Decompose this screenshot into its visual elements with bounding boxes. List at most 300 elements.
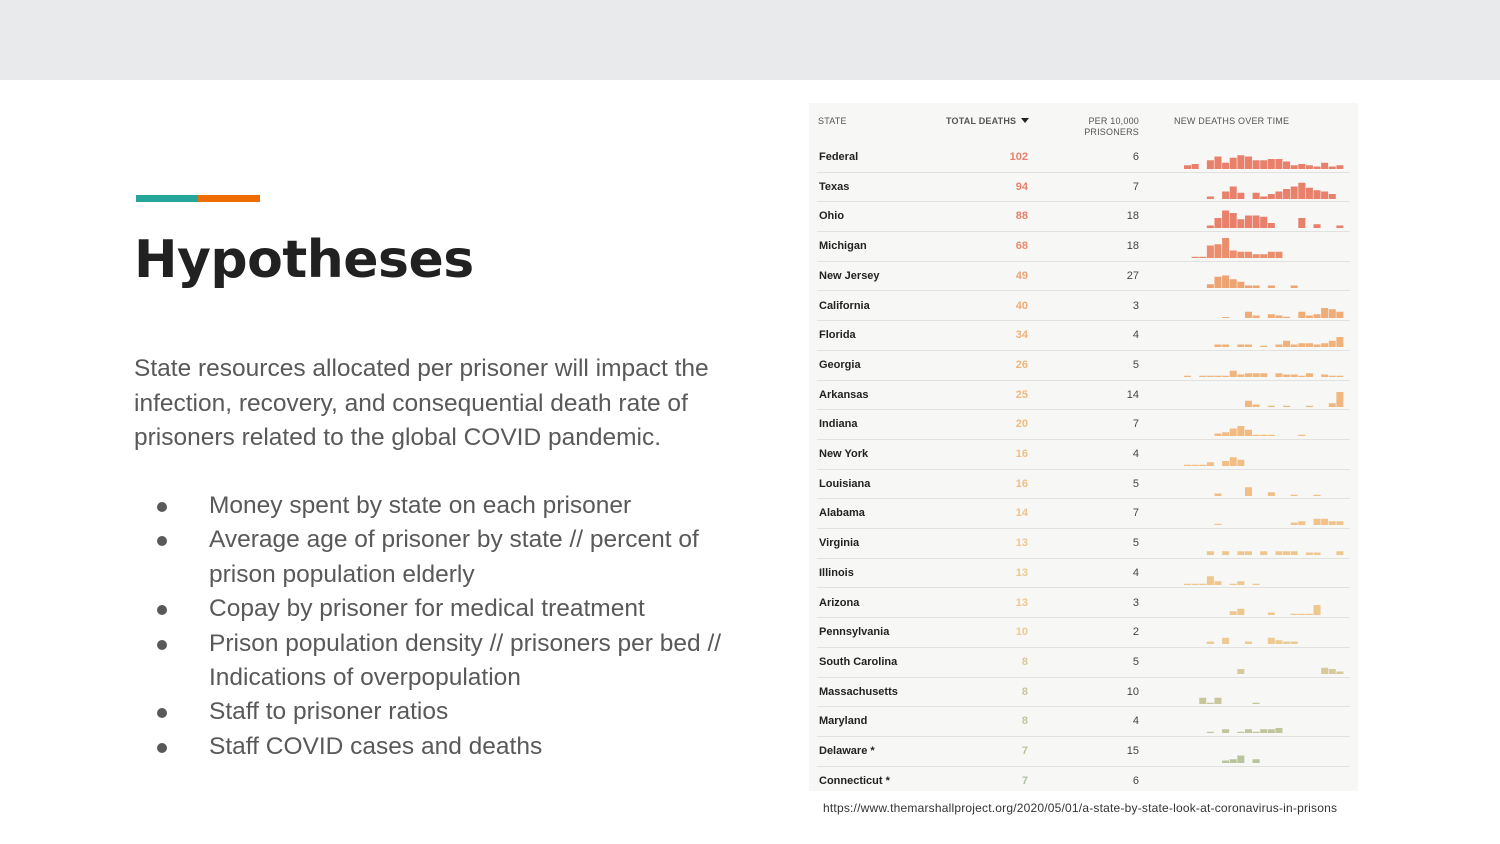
spark-bar (1321, 519, 1328, 525)
spark-bar (1329, 309, 1336, 318)
table-row (809, 678, 1358, 708)
spark-bar (1230, 213, 1237, 228)
spark-bar (1268, 252, 1275, 258)
spark-bar (1245, 551, 1252, 555)
spark-bar (1230, 158, 1237, 169)
cell-total-deaths: 26 (1015, 358, 1028, 371)
sparkline (1184, 262, 1344, 292)
spark-bar (1245, 345, 1252, 348)
sparkline (1184, 707, 1344, 737)
spark-bar (1230, 611, 1237, 615)
spark-bar (1314, 553, 1321, 556)
spark-bar (1283, 405, 1290, 406)
header-per-10000 (1069, 116, 1139, 138)
spark-bar (1192, 257, 1199, 258)
cell-per-10000: 5 (1132, 358, 1139, 371)
spark-bar (1306, 405, 1313, 406)
spark-bar (1214, 581, 1221, 585)
sparkline (1184, 440, 1344, 470)
spark-bar (1314, 519, 1321, 525)
cell-state: Illinois (819, 566, 854, 579)
spark-bar (1260, 551, 1267, 555)
spark-bar (1321, 191, 1328, 199)
spark-bar (1245, 311, 1252, 317)
cell-total-deaths: 13 (1015, 537, 1028, 550)
spark-bar (1329, 669, 1336, 674)
spark-bar (1253, 160, 1260, 169)
spark-bar (1329, 376, 1336, 377)
spark-bar (1207, 642, 1214, 645)
table-row (809, 410, 1358, 440)
spark-bar (1314, 494, 1321, 495)
spark-bar (1298, 376, 1305, 377)
spark-bar (1199, 584, 1206, 585)
table-row (809, 707, 1358, 737)
spark-bar (1214, 524, 1221, 525)
spark-bar (1336, 165, 1343, 169)
sparkline (1184, 767, 1344, 791)
spark-bar (1336, 226, 1343, 229)
spark-bar (1207, 284, 1214, 288)
cell-state: California (819, 299, 870, 312)
spark-bar (1214, 434, 1221, 437)
spark-bar (1222, 761, 1229, 764)
spark-bar (1222, 163, 1229, 169)
cell-state: New Jersey (819, 269, 880, 282)
caret-down-icon (1021, 118, 1029, 123)
spark-bar (1291, 186, 1298, 199)
spark-bar (1268, 612, 1275, 615)
cell-total-deaths: 16 (1015, 477, 1028, 490)
spark-bar (1253, 192, 1260, 198)
spark-bar (1245, 642, 1252, 645)
cell-total-deaths: 10 (1015, 626, 1028, 639)
cell-total-deaths: 13 (1015, 566, 1028, 579)
spark-bar (1253, 285, 1260, 288)
table-row (809, 143, 1358, 173)
sparkline (1184, 292, 1344, 322)
spark-bar (1283, 341, 1290, 347)
spark-bar (1214, 376, 1221, 377)
spark-bar (1283, 374, 1290, 377)
spark-bar (1298, 218, 1305, 228)
spark-bar (1214, 345, 1221, 348)
spark-bar (1306, 315, 1313, 318)
bullet-icon (157, 502, 167, 512)
spark-bar (1336, 337, 1343, 347)
sparkline (1184, 232, 1344, 262)
cell-per-10000: 4 (1132, 715, 1139, 728)
cell-state: Delaware * (819, 745, 875, 757)
spark-bar (1222, 275, 1229, 288)
spark-bar (1253, 702, 1260, 703)
cell-state: Georgia (819, 358, 861, 371)
sparkline (1184, 143, 1344, 173)
table-row (809, 559, 1358, 589)
cell-state: Louisiana (819, 477, 871, 490)
spark-bar (1230, 759, 1237, 763)
cell-state: New York (819, 448, 869, 460)
spark-bar (1260, 196, 1267, 199)
table-row (809, 440, 1358, 470)
spark-bar (1298, 164, 1305, 169)
spark-bar (1253, 732, 1260, 733)
table-row (809, 173, 1358, 203)
table-row (809, 589, 1358, 619)
sparkline (1184, 589, 1344, 619)
cell-state: Texas (819, 180, 850, 193)
cell-state: Arkansas (819, 388, 869, 401)
header-total-deaths[interactable] (946, 116, 1029, 127)
spark-bar (1222, 551, 1229, 555)
table-row (809, 499, 1358, 529)
spark-bar (1275, 252, 1282, 258)
cell-total-deaths: 94 (1015, 180, 1028, 193)
spark-bar (1291, 494, 1298, 495)
spark-bar (1207, 551, 1214, 555)
spark-bar (1291, 613, 1298, 614)
bullet-icon (157, 536, 167, 546)
spark-bar (1260, 730, 1267, 734)
spark-bar (1329, 522, 1336, 526)
spark-bar (1237, 551, 1244, 555)
table-row (809, 470, 1358, 500)
sparkline (1184, 202, 1344, 232)
spark-bar (1306, 373, 1313, 377)
spark-bar (1207, 732, 1214, 733)
spark-bar (1237, 581, 1244, 585)
spark-bar (1260, 160, 1267, 169)
spark-bar (1207, 246, 1214, 259)
accent-bar-orange (198, 195, 260, 202)
spark-bar (1214, 697, 1221, 703)
spark-bar (1336, 671, 1343, 674)
spark-bar (1314, 225, 1321, 229)
cell-per-10000: 5 (1132, 477, 1139, 490)
bullet-icon (157, 605, 167, 615)
list-item-text: Staff COVID cases and deaths (209, 732, 543, 760)
spark-bar (1207, 226, 1214, 229)
spark-bar (1275, 640, 1282, 644)
spark-bar (1192, 164, 1199, 169)
sparkline (1184, 173, 1344, 203)
spark-bar (1321, 308, 1328, 318)
spark-bar (1268, 194, 1275, 199)
cell-per-10000: 7 (1132, 507, 1139, 520)
spark-bar (1222, 730, 1229, 734)
spark-bar (1291, 285, 1298, 288)
list-item (134, 730, 734, 764)
cell-per-10000: 18 (1126, 210, 1139, 223)
cell-per-10000: 4 (1132, 329, 1139, 342)
sparkline (1184, 470, 1344, 500)
spark-bar (1321, 163, 1328, 169)
cell-state: Massachusetts (819, 685, 898, 698)
list-item-text: Copay by prisoner for medical treatment (209, 595, 645, 623)
cell-state: Florida (819, 329, 856, 342)
spark-bar (1199, 376, 1206, 377)
spark-bar (1298, 343, 1305, 347)
list-item (134, 695, 734, 729)
header-per-line1: PER 10,000 (1088, 116, 1139, 126)
cell-per-10000: 3 (1132, 596, 1139, 609)
cell-state: Pennsylvania (819, 626, 890, 639)
spark-bar (1306, 613, 1313, 614)
spark-bar (1306, 165, 1313, 169)
spark-bar (1268, 435, 1275, 436)
list-item (134, 489, 734, 523)
spark-bar (1237, 608, 1244, 614)
spark-bar (1336, 392, 1343, 407)
sparkline (1184, 321, 1344, 351)
spark-bar (1245, 252, 1252, 258)
spark-bar (1253, 373, 1260, 377)
spark-bar (1329, 194, 1336, 199)
spark-bar (1222, 433, 1229, 437)
cell-state: Ohio (819, 210, 845, 223)
spark-bar (1245, 730, 1252, 734)
spark-bar (1237, 252, 1244, 258)
spark-bar (1237, 345, 1244, 348)
spark-bar (1237, 669, 1244, 674)
sparkline (1184, 678, 1344, 708)
header-total-deaths-label: TOTAL DEATHS (946, 116, 1017, 126)
spark-bar (1260, 254, 1267, 258)
spark-bar (1321, 374, 1328, 377)
cell-state: Virginia (819, 537, 860, 550)
spark-bar (1199, 465, 1206, 466)
spark-bar (1222, 461, 1229, 466)
spark-bar (1321, 668, 1328, 674)
spark-bar (1214, 277, 1221, 288)
spark-bar (1291, 523, 1298, 526)
spark-bar (1275, 191, 1282, 199)
spark-bar (1253, 435, 1260, 436)
spark-bar (1245, 430, 1252, 436)
cell-state: Connecticut * (819, 774, 890, 787)
cell-per-10000: 4 (1132, 448, 1139, 460)
spark-bar (1184, 584, 1191, 585)
hypothesis-intro: State resources allocated per prisoner will impact the infection, recovery, and consequential death rate of prisoners related to the global COVID pandemic. (134, 355, 709, 451)
spark-bar (1291, 374, 1298, 377)
spark-bar (1192, 584, 1199, 585)
cell-total-deaths: 49 (1015, 269, 1028, 282)
spark-bar (1260, 373, 1267, 377)
spark-bar (1222, 345, 1229, 348)
spark-bar (1184, 165, 1191, 169)
spark-bar (1314, 345, 1321, 348)
sparkline (1184, 499, 1344, 529)
spark-bar (1245, 400, 1252, 406)
cell-total-deaths: 88 (1015, 210, 1028, 223)
cell-per-10000: 2 (1132, 626, 1139, 639)
spark-bar (1237, 756, 1244, 764)
cell-per-10000: 6 (1132, 151, 1139, 163)
spark-bar (1222, 376, 1229, 377)
spark-bar (1222, 238, 1229, 258)
table-row (809, 737, 1358, 767)
list-item-text: Prison population density // prisoners per bed // Indications of overpopulation (209, 629, 722, 692)
spark-bar (1275, 728, 1282, 733)
cell-per-10000: 6 (1132, 774, 1139, 787)
spark-bar (1207, 462, 1214, 466)
spark-bar (1253, 759, 1260, 763)
spark-bar (1291, 551, 1298, 555)
cell-state: Michigan (819, 240, 867, 253)
spark-bar (1336, 311, 1343, 317)
spark-bar (1329, 341, 1336, 347)
table-row (809, 529, 1358, 559)
spark-bar (1245, 285, 1252, 288)
spark-bar (1268, 285, 1275, 288)
spark-bar (1184, 376, 1191, 377)
accent-bar-teal (136, 195, 198, 202)
table-row (809, 232, 1358, 262)
spark-bar (1184, 465, 1191, 466)
spark-bar (1291, 345, 1298, 348)
table-row (809, 321, 1358, 351)
spark-bar (1291, 642, 1298, 645)
spark-bar (1298, 435, 1305, 436)
cell-state: South Carolina (819, 655, 898, 668)
spark-bar (1283, 189, 1290, 199)
sparkline (1184, 529, 1344, 559)
spark-bar (1245, 487, 1252, 496)
spark-bar (1230, 279, 1237, 288)
slide-title: Hypotheses (134, 230, 474, 290)
spark-bar (1268, 730, 1275, 734)
spark-bar (1253, 216, 1260, 229)
spark-bar (1275, 373, 1282, 377)
table-row (809, 202, 1358, 232)
spark-bar (1314, 314, 1321, 318)
spark-bar (1253, 584, 1260, 585)
cell-per-10000: 7 (1132, 418, 1139, 431)
spark-bar (1314, 605, 1321, 615)
cell-per-10000: 14 (1126, 388, 1139, 401)
cell-total-deaths: 13 (1015, 596, 1028, 609)
spark-bar (1245, 373, 1252, 377)
spark-bar (1230, 186, 1237, 199)
spark-bar (1268, 492, 1275, 496)
hypothesis-list (134, 489, 734, 764)
spark-bar (1329, 403, 1336, 407)
spark-bar (1214, 218, 1221, 228)
spark-bar (1306, 343, 1313, 347)
spark-bar (1207, 160, 1214, 169)
header-per-line2: PRISONERS (1084, 127, 1139, 137)
spark-bar (1237, 460, 1244, 466)
spark-bar (1298, 311, 1305, 317)
cell-total-deaths: 68 (1015, 240, 1028, 253)
spark-bar (1207, 196, 1214, 199)
table-row (809, 767, 1358, 791)
cell-per-10000: 27 (1126, 269, 1139, 282)
cell-per-10000: 3 (1132, 299, 1139, 312)
spark-bar (1268, 638, 1275, 644)
list-item (134, 627, 734, 696)
spark-bar (1298, 522, 1305, 526)
spark-bar (1237, 192, 1244, 198)
spark-bar (1291, 165, 1298, 169)
sparkline (1184, 381, 1344, 411)
cell-total-deaths: 34 (1015, 329, 1028, 342)
cell-total-deaths: 7 (1021, 745, 1028, 757)
spark-bar (1253, 315, 1260, 318)
spark-bar (1298, 613, 1305, 614)
cell-per-10000: 5 (1132, 537, 1139, 550)
spark-bar (1336, 522, 1343, 526)
spark-bar (1230, 429, 1237, 437)
spark-bar (1283, 162, 1290, 170)
header-new-deaths: NEW DEATHS OVER TIME (1174, 116, 1290, 126)
spark-bar (1222, 211, 1229, 229)
spark-bar (1237, 426, 1244, 436)
cell-total-deaths: 20 (1015, 418, 1028, 431)
spark-bar (1321, 343, 1328, 347)
spark-bar (1253, 404, 1260, 407)
spark-bar (1298, 182, 1305, 198)
table-row (809, 648, 1358, 678)
list-item-text: Staff to prisoner ratios (209, 698, 449, 726)
spark-bar (1199, 697, 1206, 703)
cell-total-deaths: 8 (1021, 685, 1028, 698)
cell-state: Alabama (819, 507, 865, 520)
cell-total-deaths: 102 (1009, 151, 1028, 163)
spark-bar (1237, 374, 1244, 377)
table-row (809, 381, 1358, 411)
source-url: https://www.themarshallproject.org/2020/05/01/a-state-by-state-look-at-coronavirus-in-prisons (823, 801, 1338, 815)
spark-bar (1245, 157, 1252, 170)
spark-bar (1207, 702, 1214, 703)
table-row (809, 292, 1358, 322)
spark-bar (1245, 216, 1252, 229)
sparkline (1184, 618, 1344, 648)
bullet-icon (157, 743, 167, 753)
spark-bar (1230, 371, 1237, 377)
spark-bar (1329, 167, 1336, 170)
cell-per-10000: 5 (1132, 655, 1139, 668)
spark-bar (1260, 346, 1267, 347)
cell-state: Maryland (819, 715, 868, 728)
top-band (0, 0, 1500, 80)
cell-total-deaths: 14 (1015, 507, 1028, 520)
bullet-icon (157, 708, 167, 718)
spark-bar (1336, 551, 1343, 555)
spark-bar (1237, 220, 1244, 229)
sparkline (1184, 559, 1344, 589)
cell-state: Indiana (819, 418, 858, 431)
spark-bar (1260, 435, 1267, 436)
table-row (809, 262, 1358, 292)
spark-bar (1237, 732, 1244, 733)
cell-per-10000: 15 (1126, 745, 1139, 757)
spark-bar (1222, 317, 1229, 318)
spark-bar (1207, 376, 1214, 377)
spark-bar (1214, 493, 1221, 496)
spark-bar (1283, 316, 1290, 317)
spark-bar (1222, 191, 1229, 199)
spark-bar (1283, 551, 1290, 555)
spark-bar (1260, 217, 1267, 228)
spark-bar (1230, 251, 1237, 259)
spark-bar (1192, 465, 1199, 466)
sparkline (1184, 351, 1344, 381)
spark-bar (1314, 167, 1321, 170)
cell-total-deaths: 40 (1015, 299, 1028, 312)
bullet-icon (157, 640, 167, 650)
spark-bar (1336, 376, 1343, 377)
